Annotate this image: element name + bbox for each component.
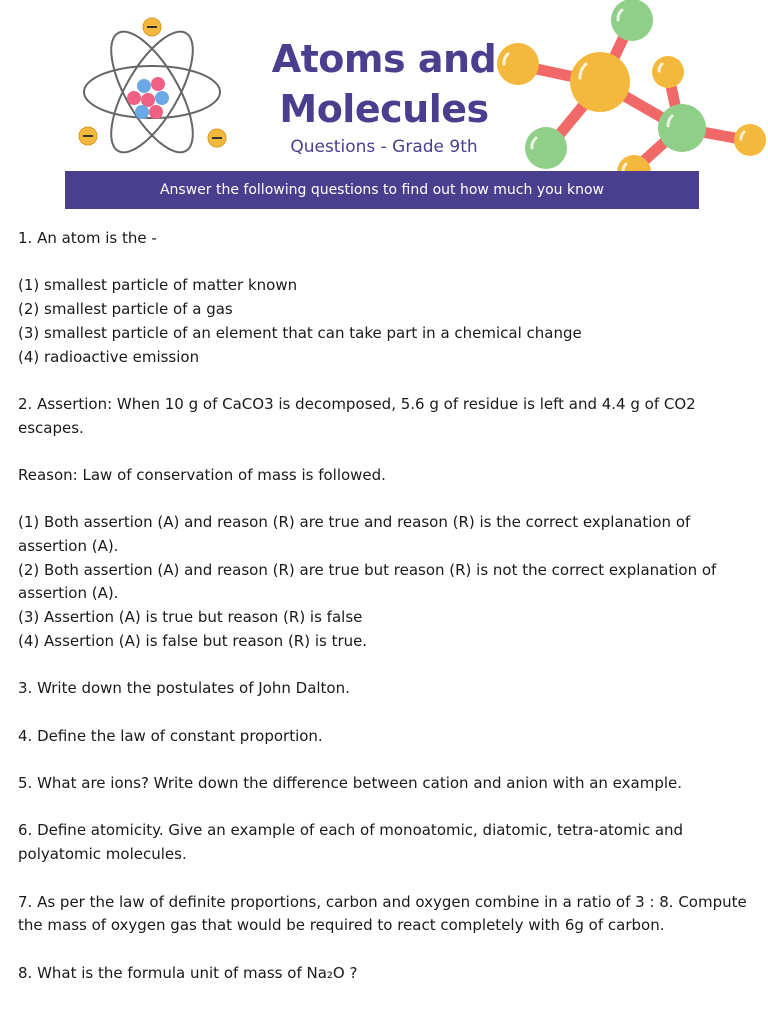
question-2-reason: Reason: Law of conservation of mass is followed. bbox=[18, 465, 386, 484]
question-1-option-1: (1) smallest particle of matter known bbox=[18, 276, 298, 295]
question-7: 7. As per the law of definite proportions, carbon and oxygen combine in a ratio of 3 : 8. Compute the mass of oxygen gas that would be required to react completely with 6g of carbon. bbox=[18, 892, 747, 935]
question-2-option-1: (1) Both assertion (A) and reason (R) are true and reason (R) is the correct explanation of assertion (A). bbox=[18, 513, 691, 556]
question-2-option-2: (2) Both assertion (A) and reason (R) are true but reason (R) is not the correct explanation of assertion (A). bbox=[18, 560, 717, 603]
question-6: 6. Define atomicity. Give an example of each of monoatomic, diatomic, tetra-atomic and polyatomic molecules. bbox=[18, 821, 684, 864]
question-5: 5. What are ions? Write down the difference between cation and anion with an example. bbox=[18, 774, 683, 793]
instruction-banner: Answer the following questions to find out how much you know bbox=[65, 171, 699, 209]
page-subtitle: Questions - Grade 9th bbox=[290, 137, 478, 157]
question-2-assertion: 2. Assertion: When 10 g of CaCO3 is decomposed, 5.6 g of residue is left and 4.4 g of CO2 escapes. bbox=[18, 394, 696, 437]
page-title bbox=[262, 34, 506, 134]
molecule-icon bbox=[490, 0, 768, 200]
title-line-1: Atoms and bbox=[271, 37, 497, 81]
question-2-option-3: (3) Assertion (A) is true but reason (R) is false bbox=[18, 608, 363, 627]
title-line-2: Molecules bbox=[279, 87, 489, 131]
question-1-option-2: (2) smallest particle of a gas bbox=[18, 300, 233, 319]
questions-list bbox=[18, 227, 748, 985]
question-1-option-4: (4) radioactive emission bbox=[18, 347, 200, 366]
question-1-option-3: (3) smallest particle of an element that can take part in a chemical change bbox=[18, 323, 582, 342]
question-8: 8. What is the formula unit of mass of Na₂O ? bbox=[18, 963, 358, 982]
question-1: 1. An atom is the - bbox=[18, 229, 157, 247]
question-3: 3. Write down the postulates of John Dalton. bbox=[18, 679, 350, 698]
question-2-option-4: (4) Assertion (A) is false but reason (R) is true. bbox=[18, 631, 368, 650]
atom-icon bbox=[72, 10, 242, 160]
question-4: 4. Define the law of constant proportion. bbox=[18, 726, 323, 745]
